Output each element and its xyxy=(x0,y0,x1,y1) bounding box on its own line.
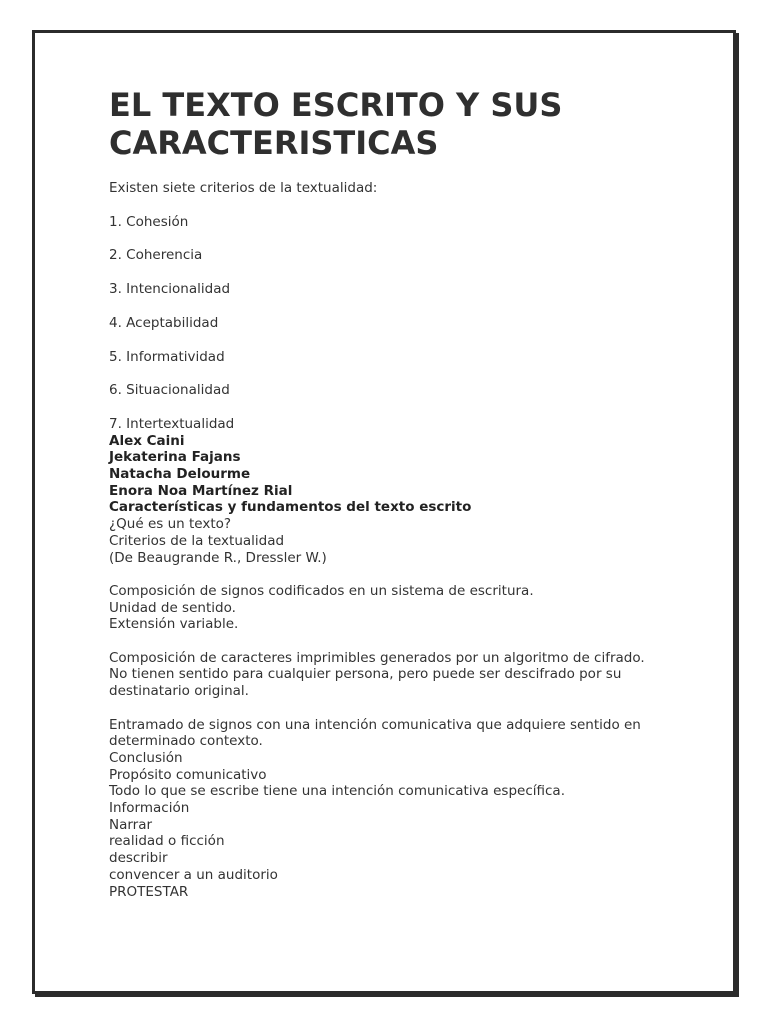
paragraph-line: Extensión variable. xyxy=(109,616,239,633)
criterion-item: 4. Aceptabilidad xyxy=(109,314,219,331)
paragraph-line: Narrar xyxy=(109,816,153,833)
spacer xyxy=(109,633,669,650)
author-name: Jekaterina Fajans xyxy=(109,449,241,466)
criteria-heading: Criterios de la textualidad xyxy=(109,532,285,549)
criterion-item: 2. Coherencia xyxy=(109,247,203,264)
criterion-item: 5. Informatividad xyxy=(109,348,225,365)
intro-text: Existen siete criterios de la textualidad: xyxy=(109,180,378,196)
paragraph-line: convencer a un auditorio xyxy=(109,866,278,883)
criterion-item: 1. Cohesión xyxy=(109,213,189,230)
paragraph-line: No tienen sentido para cualquier persona, pero puede ser descifrado por su destinatario original. xyxy=(109,666,622,700)
paragraph-line: Información xyxy=(109,800,190,817)
paragraph-line: Propósito comunicativo xyxy=(109,766,267,783)
paragraph-line: Unidad de sentido. xyxy=(109,599,236,616)
paragraph-line: PROTESTAR xyxy=(109,883,189,900)
question-text: ¿Qué es un texto? xyxy=(109,516,232,533)
document-subtitle: Características y fundamentos del texto escrito xyxy=(109,499,472,516)
paragraph-line: Conclusión xyxy=(109,749,183,766)
reference-text: (De Beaugrande R., Dressler W.) xyxy=(109,549,327,566)
author-name: Alex Caini xyxy=(109,432,185,449)
document-body xyxy=(109,86,669,900)
author-name: Natacha Delourme xyxy=(109,466,251,483)
paragraph-line: describir xyxy=(109,850,168,867)
criterion-item: 7. Intertextualidad xyxy=(109,415,235,432)
paragraph-line: Composición de signos codificados en un sistema de escritura. xyxy=(109,582,534,599)
paragraph-line: Composición de caracteres imprimibles generados por un algoritmo de cifrado. xyxy=(109,649,645,666)
document-title: EL TEXTO ESCRITO Y SUS CARACTERISTICAS xyxy=(109,86,563,162)
author-name: Enora Noa Martínez Rial xyxy=(109,482,293,499)
spacer xyxy=(109,700,669,717)
criterion-item: 6. Situacionalidad xyxy=(109,382,230,399)
paragraph-line: realidad o ficción xyxy=(109,833,225,850)
spacer xyxy=(109,566,669,583)
paragraph-line: Todo lo que se escribe tiene una intención comunicativa específica. xyxy=(109,783,566,800)
criterion-item: 3. Intencionalidad xyxy=(109,281,231,298)
paragraph-line: Entramado de signos con una intención comunicativa que adquiere sentido en determinado contexto. xyxy=(109,716,641,750)
